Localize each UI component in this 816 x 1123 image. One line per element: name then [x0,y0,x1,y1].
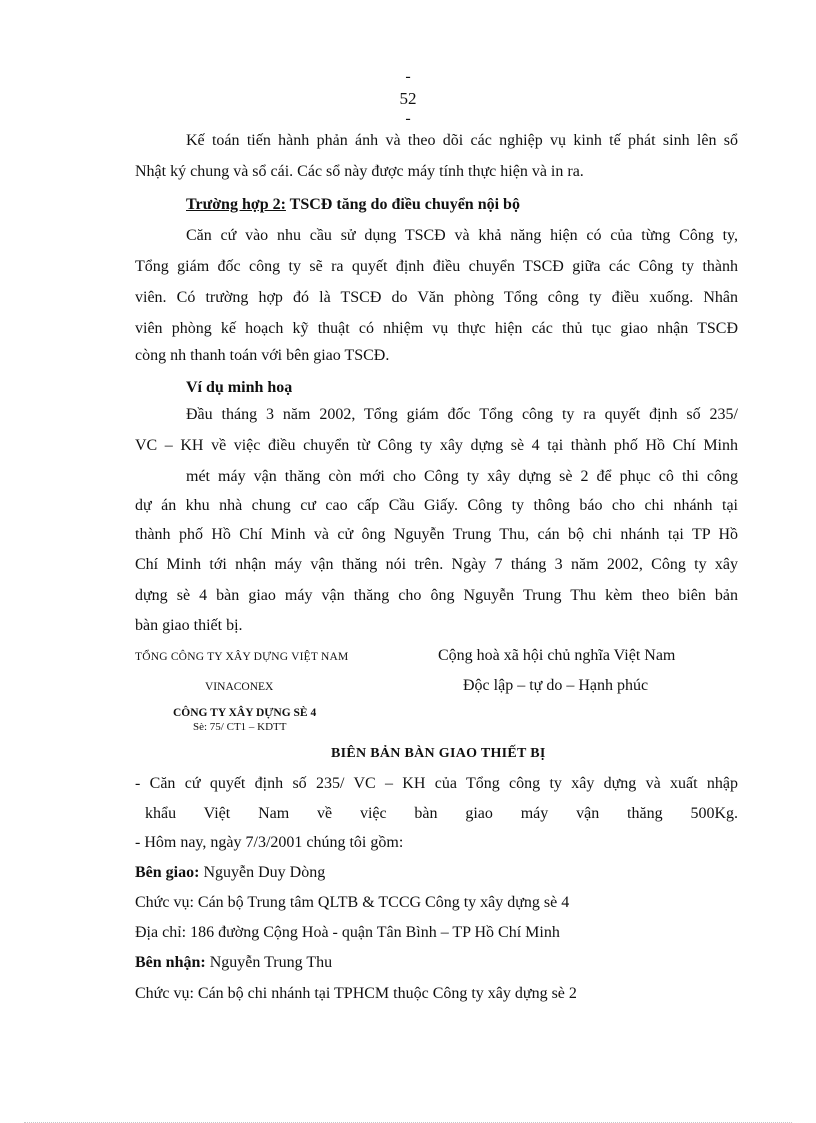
org-name: TỔNG CÔNG TY XÂY DỰNG VIỆT NAM [135,651,349,663]
paragraph-3-line-5: thành phố Hồ Chí Minh và cử ông Nguyễn Trung Thu, cán bộ chi nhánh tại TP Hồ [135,526,738,543]
paragraph-3-line-3: mét máy vận thăng còn mới cho Công ty xây dựng sè 2 để phục cô thi công [186,468,738,485]
paragraph-2-line-2: Tổng giám đốc công ty sẽ ra quyết định điều chuyển TSCĐ giữa các Công ty thành [135,258,738,275]
minutes-today: - Hôm nay, ngày 7/3/2001 chúng tôi gồm: [135,834,404,851]
paragraph-1-line-2: Nhật ký chung và sổ cái. Các sổ này được máy tính thực hiện và in ra. [135,163,584,180]
paragraph-2-line-3: viên. Có trường hợp đó là TSCĐ do Văn phòng Tổng công ty điều xuống. Nhân [135,289,738,306]
giver-address: Địa chỉ: 186 đường Cộng Hoà - quận Tân Bình – TP Hồ Chí Minh [135,924,560,941]
paragraph-3-line-4: dự án khu nhà chung cư cao cấp Cầu Giấy. Công ty thông báo cho chi nhánh tại [135,497,738,514]
paragraph-3-line-7: dựng sè 4 bàn giao máy vận thăng cho ông Nguyễn Trung Thu kèm theo biên bản [135,587,738,604]
minutes-basis-line-2: khẩu Việt Nam về việc bàn giao máy vận thăng 500Kg. [145,805,738,822]
paragraph-3-line-6: Chí Minh tới nhận máy vận thăng nói trên. Ngày 7 tháng 3 năm 2002, Công ty xây [135,556,738,573]
paragraph-2-line-5: còng nh thanh toán với bên giao TSCĐ. [135,347,390,364]
company-name: CÔNG TY XÂY DỰNG SÈ 4 [173,707,317,719]
paragraph-2-line-4: viên phòng kế hoạch kỹ thuật có nhiệm vụ thực hiện các thủ tục giao nhận TSCĐ [135,320,738,337]
case-2-title: TSCĐ tăng do điều chuyển nội bộ [285,196,520,213]
minutes-basis-line-1: - Căn cứ quyết định số 235/ VC – KH của Tổng công ty xây dựng và xuất nhập [135,775,738,792]
reference-number: Sè: 75/ CT1 – KDTT [193,721,287,733]
giver-name: Nguyễn Duy Dòng [199,864,326,881]
page-number: 52 [399,89,417,108]
case-2-label: Trường hợp 2: [186,196,286,213]
giver-position: Chức vụ: Cán bộ Trung tâm QLTB & TCCG Công ty xây dựng sè 4 [135,894,570,911]
page-number-dash-top: - [405,68,411,85]
paragraph-2-line-1: Căn cứ vào nhu cầu sử dụng TSCĐ và khả năng hiện có của từng Công ty, [186,227,738,244]
minutes-title: BIÊN BẢN BÀN GIAO THIẾT BỊ [331,746,546,761]
giver-line [135,864,325,882]
receiver-label: Bên nhận: [135,954,206,971]
paragraph-3-line-1: Đầu tháng 3 năm 2002, Tổng giám đốc Tổng công ty ra quyết định số 235/ [186,406,738,423]
receiver-position: Chức vụ: Cán bộ chi nhánh tại TPHCM thuộc Công ty xây dựng sè 2 [135,985,577,1002]
paragraph-1-line-1: Kế toán tiến hành phản ánh và theo dõi các nghiệp vụ kinh tế phát sinh lên sổ [186,132,738,149]
national-motto: Độc lập – tự do – Hạnh phúc [463,677,649,694]
page-number-dash-bottom: - [405,110,411,127]
org-short-name: VINACONEX [205,681,274,693]
giver-label: Bên giao: [135,864,200,881]
case-2-heading [186,196,520,214]
republic-title: Cộng hoà xã hội chủ nghĩa Việt Nam [438,647,676,664]
paragraph-3-line-2: VC – KH về việc điều chuyển từ Công ty xây dựng sè 4 tại thành phố Hồ Chí Minh [135,437,738,454]
paragraph-3-line-8: bàn giao thiết bị. [135,617,243,634]
receiver-name: Nguyễn Trung Thu [205,954,333,971]
receiver-line [135,954,332,972]
example-heading: Ví dụ minh hoạ [186,379,293,396]
